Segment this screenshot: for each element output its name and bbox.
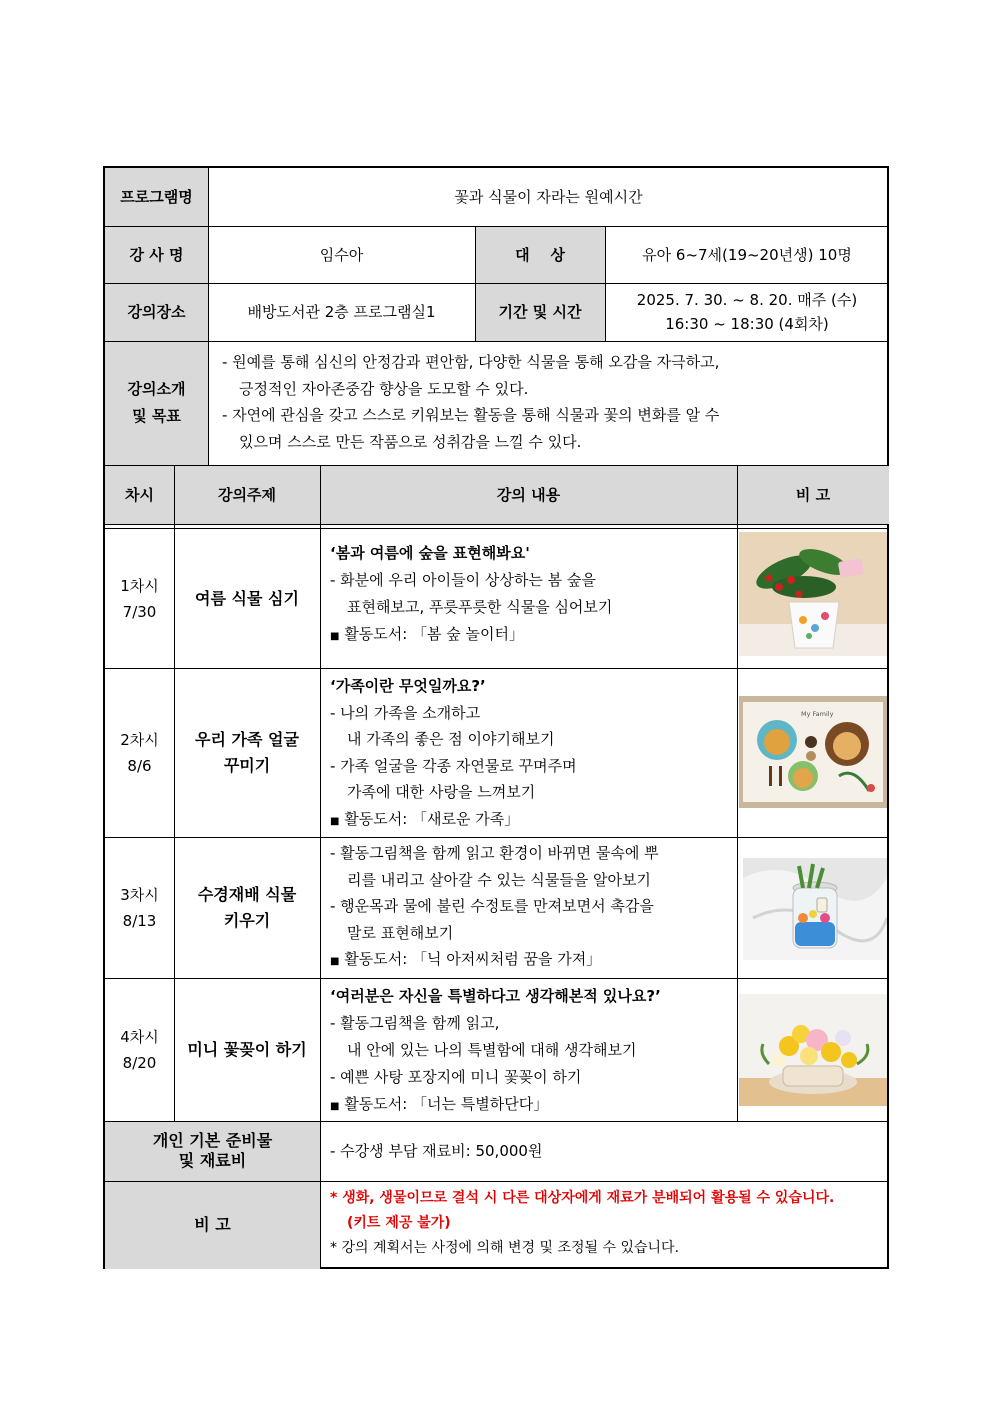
materials-label: 개인 기본 준비물 및 재료비 bbox=[105, 1121, 320, 1181]
instructor-label: 강 사 명 bbox=[105, 226, 208, 283]
target-value: 유아 6~7세(19~20년생) 10명 bbox=[642, 245, 852, 264]
session-3-content: - 활동그림책을 함께 읽고 환경이 바뀌면 물속에 뿌 리를 내리고 살아갈 수 있는 식물들을 알아보기 - 행운목과 물에 불린 수정토를 만져보면서 촉감을 말로 표현해보기 ■ 활동도서: 「닉 아저씨처럼 꿈을 가져」 bbox=[330, 844, 659, 968]
family-card-caption: My Family bbox=[801, 710, 834, 718]
intro-text: - 원예를 통해 심신의 안정감과 편안함, 다양한 식물을 통해 오감을 자극하고, 긍정적인 자아존중감 향상을 도모할 수 있다. - 자연에 관심을 갖고 스스로 키워보는 활동을 통해 식물과 꽃의 변화를 알 수 있으며 스스로 만든 작품으로 성취감을 느낄 수 있다. bbox=[222, 353, 720, 451]
col-content: 강의 내용 bbox=[320, 465, 737, 524]
photo-hydroponic-jar bbox=[743, 858, 887, 960]
remarks-label: 비 고 bbox=[105, 1181, 320, 1269]
square-bullet-icon: ■ bbox=[330, 956, 340, 967]
session-2-number: 2차시 8/6 bbox=[120, 730, 159, 775]
session-2-content: ‘가족이란 무엇일까요?’ - 나의 가족을 소개하고 내 가족의 좋은 점 이야기해보기 - 가족 얼굴을 각종 자연물로 꾸며주며 가족에 대한 사랑을 느껴보기 ■ 활동도서: 「새로운 가족」 bbox=[330, 677, 577, 828]
intro-label: 강의소개 및 목표 bbox=[105, 341, 208, 465]
session-1-topic: 여름 식물 심기 bbox=[195, 589, 299, 608]
program-plan-table bbox=[103, 166, 889, 1269]
photo-family-faces bbox=[739, 696, 887, 808]
period-label: 기간 및 시간 bbox=[475, 283, 605, 341]
photo-potted-plant bbox=[739, 532, 887, 656]
photo-mini-flower-arrangement bbox=[739, 994, 887, 1106]
target-label: 대 상 bbox=[475, 226, 605, 283]
session-4-topic: 미니 꽃꽂이 하기 bbox=[187, 1039, 307, 1059]
square-bullet-icon: ■ bbox=[330, 1101, 340, 1112]
materials-value: - 수강생 부담 재료비: 50,000원 bbox=[330, 1142, 543, 1160]
square-bullet-icon: ■ bbox=[330, 815, 340, 827]
period-dates: 2025. 7. 30. ~ 8. 20. 매주 (수) bbox=[636, 291, 858, 309]
session-3-topic: 수경재배 식물 키우기 bbox=[197, 884, 297, 930]
col-note: 비 고 bbox=[737, 465, 889, 524]
period-time: 16:30 ~ 18:30 (4회차) bbox=[665, 315, 829, 333]
session-1-number: 1차시 7/30 bbox=[120, 577, 159, 621]
program-name-value: 꽃과 식물이 자라는 원예시간 bbox=[454, 188, 643, 206]
remarks-value: * 생화, 생물이므로 결석 시 다른 대상자에게 재료가 분배되어 활용될 수 있습니다. (키트 제공 불가) * 강의 계획서는 사정에 의해 변경 및 조정될 수 있습니다. bbox=[330, 1190, 835, 1256]
session-2-topic: 우리 가족 얼굴 꾸미기 bbox=[195, 729, 299, 775]
period-value bbox=[605, 283, 889, 341]
session-4-number: 4차시 8/20 bbox=[120, 1027, 159, 1072]
program-name-label: 프로그램명 bbox=[105, 168, 208, 226]
session-1-content: ‘봄과 여름에 숲을 표현해봐요' - 화분에 우리 아이들이 상상하는 봄 숲을 표현해보고, 푸릇푸릇한 식물을 심어보기 ■ 활동도서: 「봄 숲 놀이터」 bbox=[330, 544, 613, 643]
venue-label: 강의장소 bbox=[105, 283, 208, 341]
venue-value: 배방도서관 2층 프로그램실1 bbox=[247, 303, 436, 321]
session-3-number: 3차시 8/13 bbox=[120, 885, 159, 930]
col-session: 차시 bbox=[105, 465, 174, 524]
session-4-content: ‘여러분은 자신을 특별하다고 생각해본적 있나요?’ - 활동그림책을 함께 읽고, 내 안에 있는 나의 특별함에 대해 생각해보기 - 예쁜 사탕 포장지에 미니 꽃꽂이 하기 ■ 활동도서: 「너는 특별하단다」 bbox=[330, 987, 661, 1113]
instructor-value: 임수아 bbox=[319, 245, 364, 264]
square-bullet-icon: ■ bbox=[330, 631, 340, 642]
col-topic: 강의주제 bbox=[174, 465, 320, 524]
